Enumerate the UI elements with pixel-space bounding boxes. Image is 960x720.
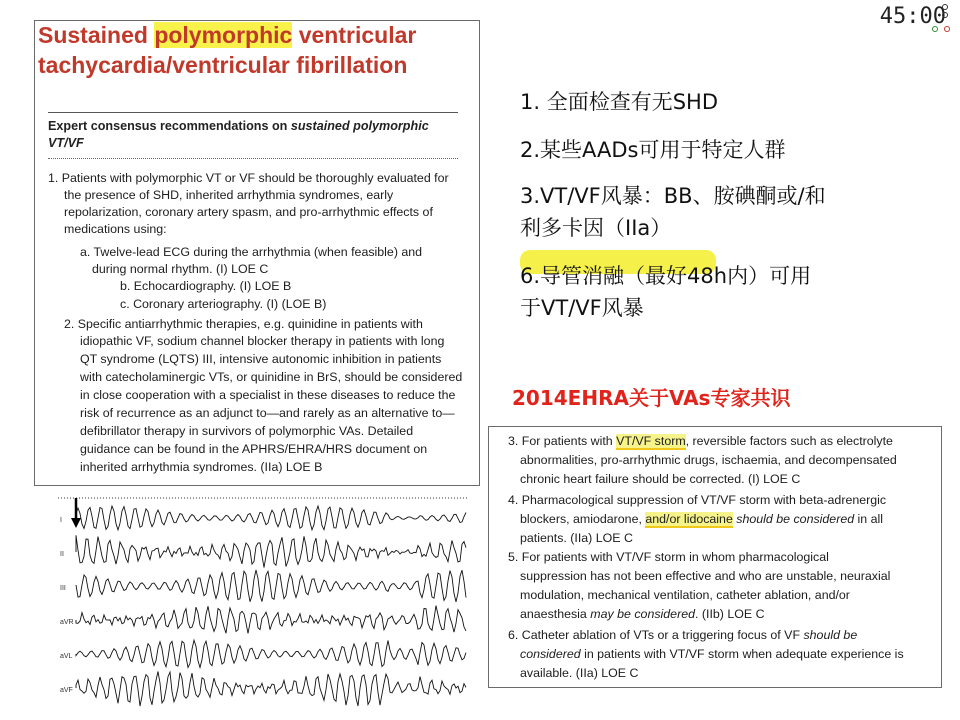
note-item-2: 2.某些AADs可用于特定人群 [520,138,786,162]
lead-label: III [60,585,66,592]
excerpt-line: during normal rhythm. (I) LOE C [92,262,269,276]
excerpt-line: 5. For patients with VT/VF storm in whom pharmacological [508,550,829,564]
excerpt-line: blockers, amiodarone, and/or lidocaine should be considered in all [520,512,884,526]
note-item-1: 1. 全面检查有无SHD [520,90,719,114]
lead-label: aVF [60,687,73,694]
excerpt-line: repolarization, coronary artery spasm, and pro-arrhythmic effects of [64,205,433,219]
source-label: 2014EHRA关于VAs专家共识 [512,386,791,410]
timer-dots-icon [928,2,954,38]
excerpt-line: with catecholaminergic VTs, or quinidine in BrS, should be considered [80,370,463,384]
divider [48,112,458,113]
excerpt-line: QT syndrome (LQTS) III, intensive autonomic inhibition in patients [80,352,442,366]
note-item-6-line-2: 于VT/VF风暴 [520,296,644,320]
excerpt-line: 6. Catheter ablation of VTs or a triggering focus of VF should be [508,628,858,642]
excerpt-line: b. Echocardiography. (I) LOE B [120,279,292,293]
excerpt-line: suppression has not been effective and who are unstable, neuraxial [520,569,891,583]
excerpt-line: the presence of SHD, inherited arrhythmia syndromes, early [64,188,394,202]
lead-label: aVR [60,619,74,626]
highlight-vtvf-storm: VT/VF storm [616,434,686,448]
excerpt-line: risk of recurrence as an adjunct to—and rarely as an alternative to— [80,406,455,420]
highlight-lidocaine: and/or lidocaine [645,512,733,526]
note-item-3-line-2: 利多卡因（IIa） [520,216,672,240]
excerpt-heading: Expert consensus recommendations on sustained polymorphic VT/VF [48,119,429,150]
excerpt-line: patients. (IIa) LOE C [520,531,633,545]
excerpt-line: c. Coronary arteriography. (I) (LOE B) [120,297,327,311]
divider [48,158,458,159]
excerpt-line: chronic heart failure should be corrected. (I) LOE C [520,472,801,486]
excerpt-line: 1. Patients with polymorphic VT or VF should be thoroughly evaluated for [48,171,449,185]
excerpt-line: a. Twelve-lead ECG during the arrhythmia (when feasible) and [80,245,423,259]
lead-label: I [60,517,62,524]
lead-label: aVL [60,653,73,660]
excerpt-line: available. (IIa) LOE C [520,666,639,680]
countdown-timer: 45:00 [879,4,946,29]
note-item-3-line-1: 3.VT/VF风暴：BB、胺碘酮或/和 [520,184,826,208]
excerpt-line: guidance can be found in the APHRS/EHRA/HRS document on [80,442,428,456]
excerpt-line: 3. For patients with VT/VF storm, reversible factors such as electrolyte [508,434,893,448]
excerpt-line: medications using: [64,222,167,236]
excerpt-line: abnormalities, pro-arrhythmic drugs, ischaemia, and decompensated [520,453,897,467]
excerpt-line: 2. Specific antiarrhythmic therapies, e.g. quinidine in patients with [64,317,423,331]
excerpt-line: modulation, mechanical ventilation, catheter ablation, and/or [520,588,850,602]
excerpt-line: defibrillator therapy in survivors of polymorphic VAs. Detailed [80,424,414,438]
excerpt-line: idiopathic VF, sodium channel blocker therapy in patients with long [80,334,445,348]
excerpt-line: inherited arrhythmia syndromes. (IIa) LOE B [80,460,323,474]
note-item-6-line-1: 6.导管消融（最好48h内）可用 [520,264,812,288]
highlight-polymorphic: polymorphic [154,22,293,48]
excerpt-title: Sustained polymorphic ventricular tachycardia/ventricular fibrillation [38,22,417,78]
excerpt-line: in close cooperation with a specialist in these diseases to reduce the [80,388,456,402]
excerpt-line: anaesthesia may be considered. (IIb) LOE C [520,607,765,621]
excerpt-line: 4. Pharmacological suppression of VT/VF storm with beta-adrenergic [508,493,887,507]
lead-label: II [60,551,64,558]
excerpt-line: considered in patients with VT/VF storm when adequate experience is [520,647,904,661]
ecg-strip [58,492,468,720]
